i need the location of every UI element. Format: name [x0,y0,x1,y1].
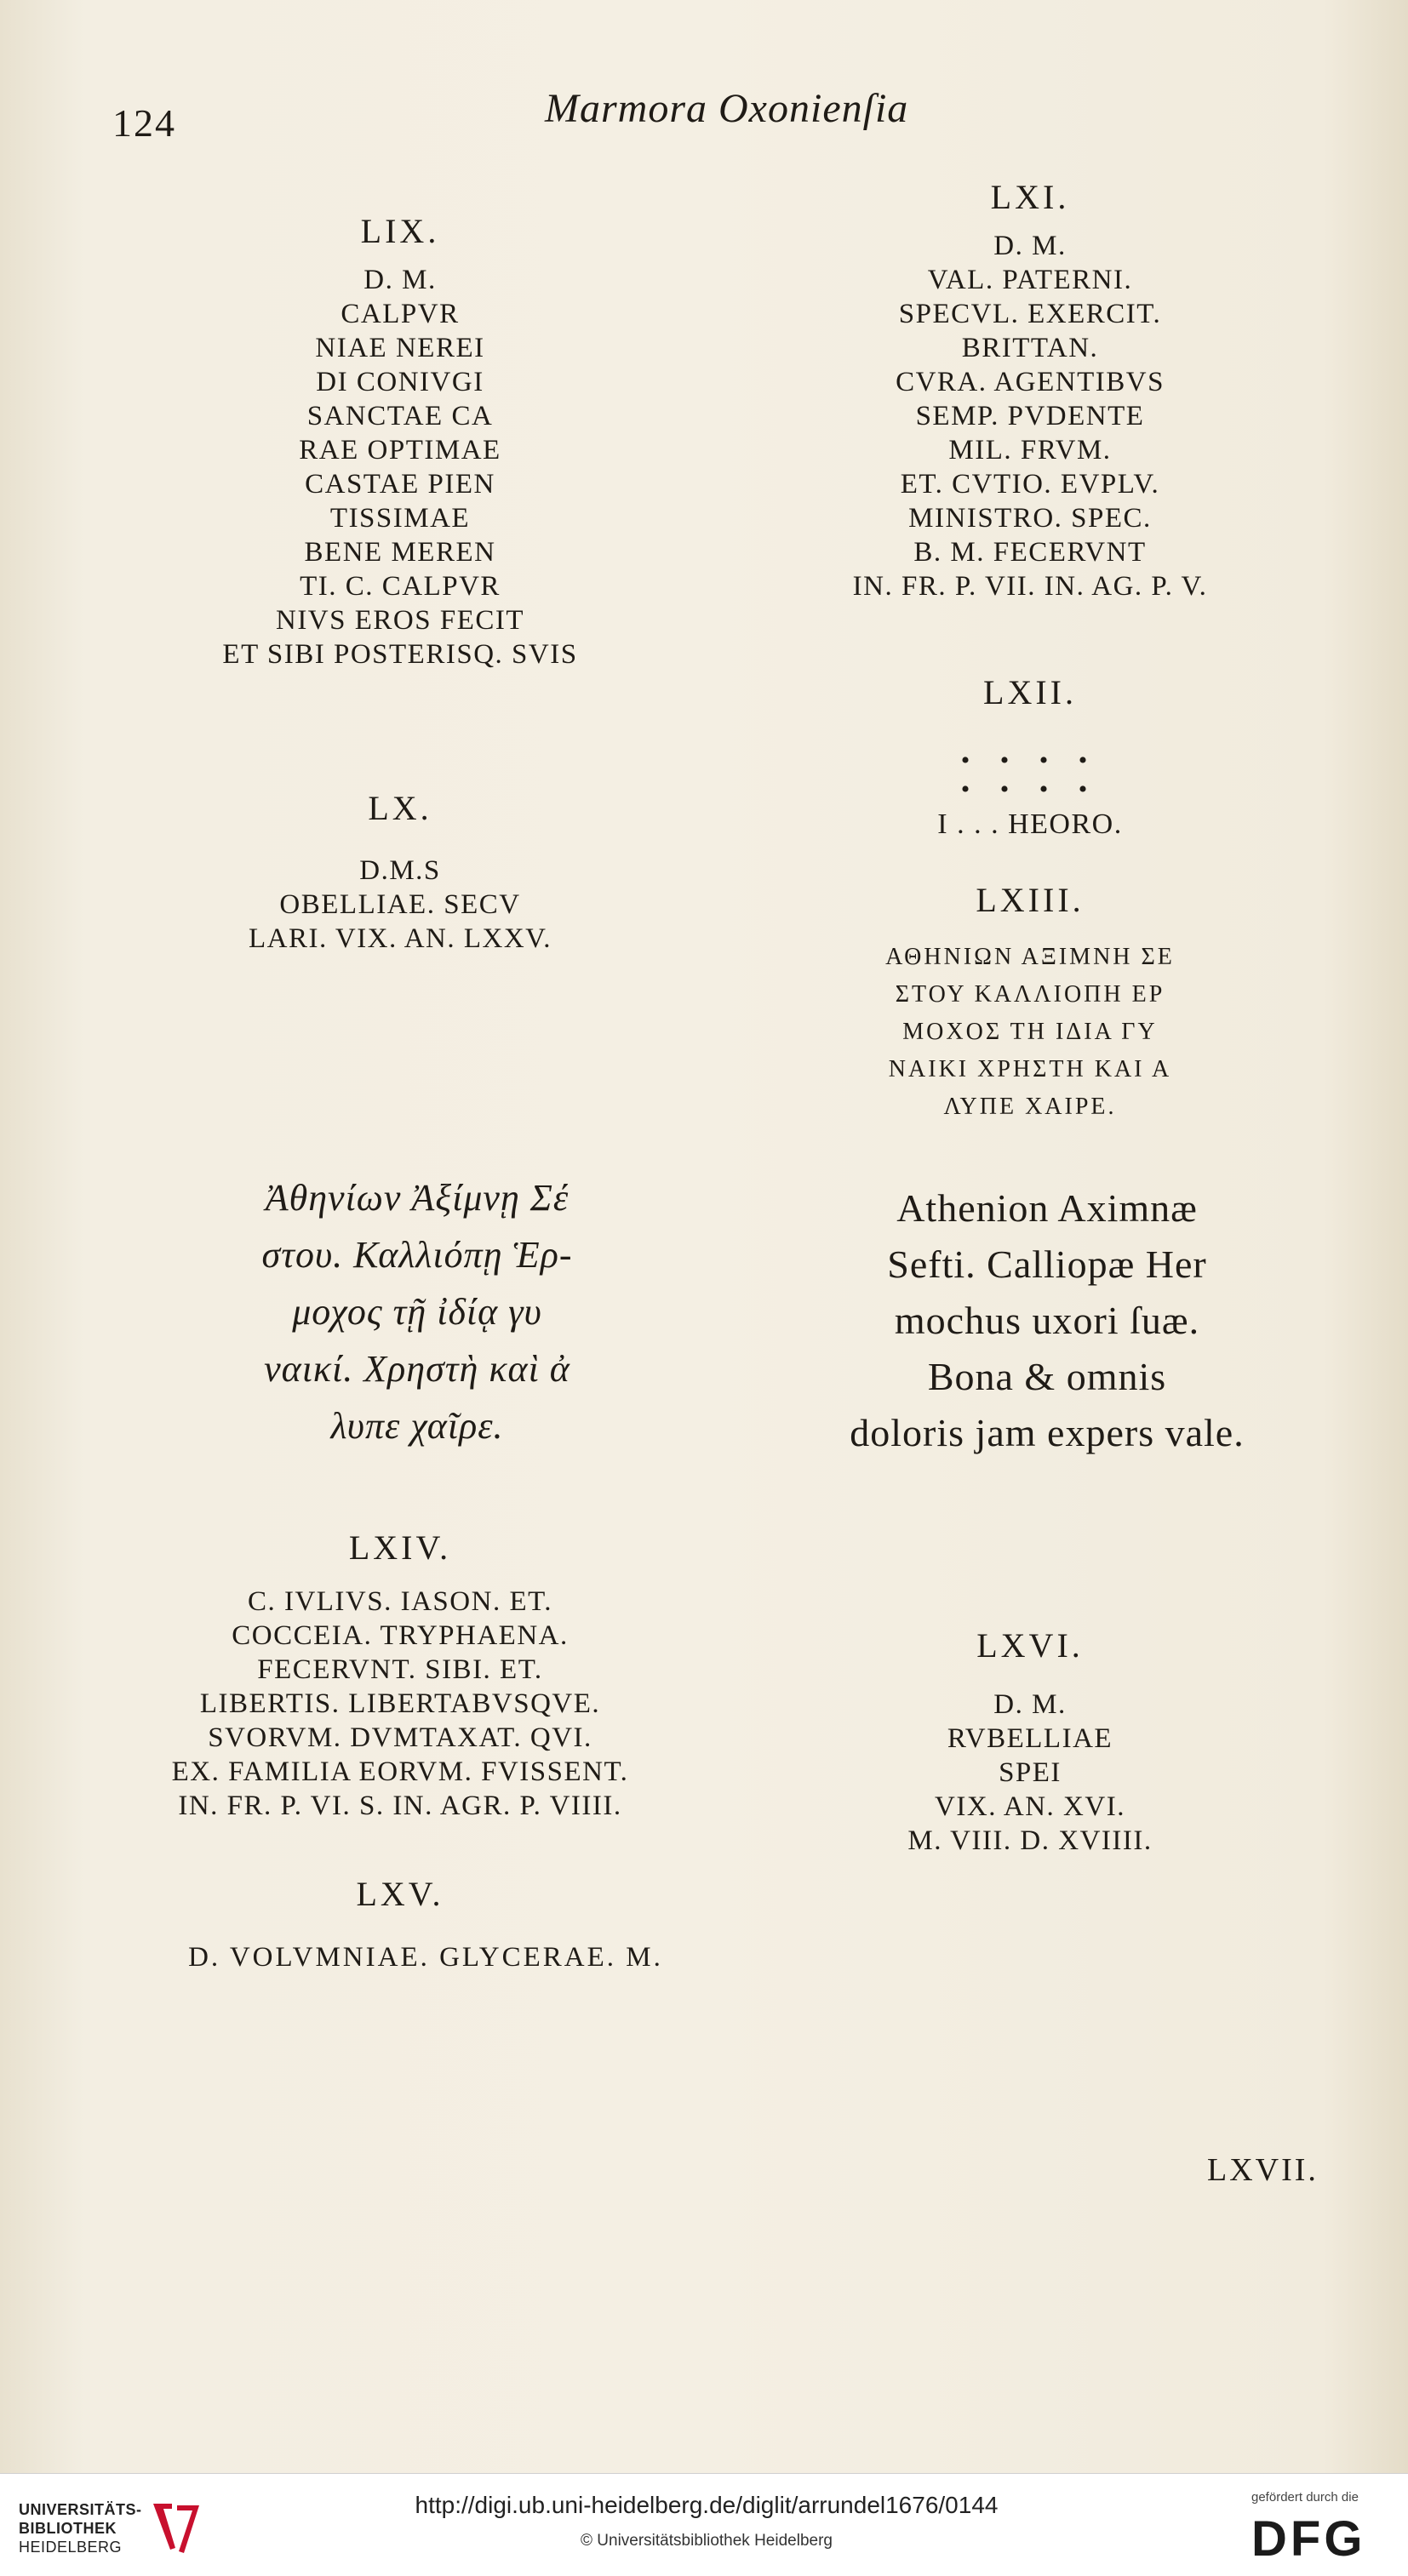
inscription-heading: LX. [368,789,432,827]
inscription-heading: LXV. [356,1875,444,1913]
inscription-line: TI. C. CALPVR [300,571,501,602]
inscription-line: CASTAE PIEN [305,469,495,500]
latin-translation [800,1180,1294,1461]
inscription-line: BRITTAN. [961,333,1099,363]
inscription-line: MIL. FRVM. [948,435,1112,466]
running-title: Marmora Oxonienſia [545,86,909,131]
inscription-line: I . . . HEORO. [937,808,1123,840]
library-name-line: UNIVERSITÄTS- [19,2501,142,2518]
inscription-line: D. VOLVMNIAE. GLYCERAE. M. [188,1942,663,1973]
inscription-line: FECERVNT. SIBI. ET. [257,1654,543,1685]
inscription-line: D. M. [993,231,1067,261]
inscription-line: IN. FR. P. VI. S. IN. AGR. P. VIIII. [178,1791,622,1821]
funding-note: gefördert durch die [1251,2490,1359,2505]
inscription-line: COCCEIA. TRYPHAENA. [232,1620,569,1651]
inscription-line: EX. FAMILIA EORVM. FVISSENT. [171,1756,629,1787]
permalink-url[interactable]: http://digi.ub.uni-heidelberg.de/diglit/arrundel1676/0144 [415,2492,999,2518]
inscription-line: B. M. FECERVNT [913,537,1147,568]
translation-line: Athenion Aximnæ [896,1186,1198,1230]
inscription-line: NIAE NEREI [315,333,485,363]
inscription-line: RVBELLIAE [947,1723,1113,1754]
inscription-heading: LIX. [360,212,440,250]
inscription-line: D.M.S [359,855,441,886]
transcription-line: Ἀθηνίων Ἀξίμνῃ Σέ [265,1177,569,1219]
inscription-lxiv [128,1528,673,1823]
transcription-line: στου. Καλλιόπῃ Ἑρ- [261,1234,573,1276]
inscription-line: MINISTRO. SPEC. [908,503,1152,534]
inscription-lxv [128,1874,673,1926]
translation-line: doloris jam expers vale. [850,1411,1245,1454]
transcription-line: μοχος τῇ ἰδίᾳ γυ [292,1291,542,1333]
inscription-line: ΜΟΧΟΣ ΤΗ ΙΔΙΑ ΓΥ [902,1019,1158,1045]
inscription-line: VAL. PATERNI. [927,265,1133,295]
translation-line: mochus uxori ſuæ. [894,1299,1200,1342]
inscription-heading: LXIII. [976,881,1085,919]
inscription-line: C. IVLIVS. IASON. ET. [247,1586,553,1617]
inscription-line: D. M. [993,1689,1067,1720]
library-name-line: BIBLIOTHEK [19,2520,117,2537]
inscription-line: ΣΤΟΥ ΚΑΛΛΙΟΠΗ ΕΡ [895,981,1165,1008]
inscription-line: ΑΘΗΝΙΩΝ ΑΞΙΜΝΗ ΣΕ [885,944,1175,970]
inscription-line: NIVS EROS FECIT [275,605,525,636]
inscription-line: CVRA. AGENTIBVS [896,367,1165,397]
inscription-lxv-text [136,1940,715,1974]
inscription-dots: • • • • [960,746,1100,774]
inscription-line: ΛΥΠΕ ΧΑΙΡΕ. [943,1094,1117,1120]
inscription-line: LIBERTIS. LIBERTABVSQVE. [199,1688,601,1719]
inscription-line: SVORVM. DVMTAXAT. QVI. [208,1722,592,1753]
library-emblem-icon [146,2497,206,2558]
inscription-line: DI CONIVGI [316,367,484,397]
copyright-notice: © Universitätsbibliothek Heidelberg [581,2532,833,2550]
inscription-lxii [817,672,1243,842]
viewer-footer [0,2473,1408,2576]
inscription-line: OBELLIAE. SECV [279,889,521,920]
catchword: LXVII. [1207,2152,1319,2188]
translation-line: Bona & omnis [927,1355,1167,1398]
inscription-line: IN. FR. P. VII. IN. AG. P. V. [852,571,1208,602]
transcription-line: ναικί. Χρηστὴ καὶ ἀ [264,1348,570,1390]
inscription-dots: • • • • [960,775,1100,803]
translation-line: Sefti. Calliopæ Her [887,1242,1207,1286]
inscription-line: RAE OPTIMAE [299,435,501,466]
library-logo[interactable] [19,2493,206,2562]
inscription-line: D. M. [363,265,437,295]
inscription-lix [179,211,621,671]
inscription-lxiii [817,880,1243,1126]
inscription-heading: LXII. [983,673,1077,711]
inscription-heading: LXIV. [348,1528,452,1567]
inscription-line: CALPVR [341,299,460,329]
page-number: 124 [112,101,176,145]
inscription-line: SPECVL. EXERCIT. [898,299,1162,329]
inscription-heading: LXVI. [976,1626,1084,1665]
inscription-lxi [817,177,1243,603]
inscription-lxvi [817,1625,1243,1858]
inscription-line: TISSIMAE [329,503,471,534]
inscription-line: ET. CVTIO. EVPLV. [900,469,1160,500]
inscription-line: SEMP. PVDENTE [915,401,1145,431]
dfg-logo[interactable]: DFG [1251,2511,1366,2567]
greek-transcription [204,1169,630,1454]
inscription-line: ΝΑΙΚΙ ΧΡΗΣΤΗ ΚΑΙ Α [888,1056,1172,1082]
inscription-line: VIX. AN. XVI. [935,1791,1125,1822]
transcription-line: λυπε χαῖρε. [330,1405,504,1447]
library-name-line: HEIDELBERG [19,2539,123,2556]
inscription-line: SANCTAE CA [306,401,494,431]
inscription-lx [179,788,621,956]
inscription-line: LARI. VIX. AN. LXXV. [248,923,552,954]
inscription-line: M. VIII. D. XVIIII. [907,1825,1153,1856]
inscription-line: SPEI [999,1757,1062,1788]
inscription-line: ET SIBI POSTERISQ. SVIS [222,639,578,670]
inscription-heading: LXI. [990,178,1070,216]
inscription-line: BENE MEREN [304,537,496,568]
